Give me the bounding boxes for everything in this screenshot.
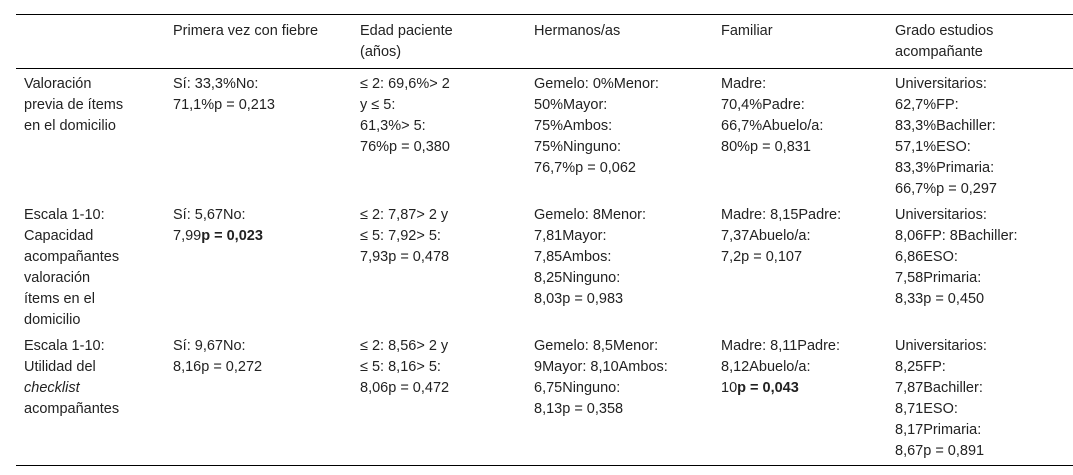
- header-empty: [16, 15, 165, 69]
- cell-grado-estudios: Universitarios: 62,7%FP: 83,3%Bachiller: 57,1%ESO: 83,3%Primaria: 66,7%p = 0,297: [895, 76, 997, 197]
- label-italic: checklist: [24, 380, 80, 396]
- row-label: Valoración previa de ítems en el domicilio: [24, 76, 124, 134]
- cell-grado-estudios: Universitarios: 8,25FP: 7,87Bachiller: 8,71ESO: 8,17Primaria: 8,67p = 0,891: [895, 338, 987, 459]
- label-text: acompañantes: [24, 401, 120, 417]
- cell-edad: ≤ 2: 8,56> 2 y ≤ 5: 8,16> 5: 8,06p = 0,472: [360, 338, 450, 396]
- table-row: [16, 203, 1073, 334]
- row-label: Escala 1-10: Capacidad acompañantes valoración ítems en el domicilio: [24, 207, 120, 328]
- cell-grado-estudios: Universitarios: 8,06FP: 8Bachiller: 6,86ESO: 7,58Primaria: 8,33p = 0,450: [895, 207, 1018, 307]
- header-edad: Edad paciente (años): [360, 23, 453, 60]
- cell-primera-vez: Sí: 33,3%No: 71,1%p = 0,213: [173, 76, 275, 113]
- header-hermanos: Hermanos/as: [534, 23, 621, 39]
- significant-p-value: p = 0,023: [201, 228, 263, 244]
- table-row: [16, 69, 1073, 204]
- cell-primera-vez: [165, 203, 352, 334]
- header-familiar: Familiar: [721, 23, 773, 39]
- cell-hermanos: Gemelo: 0%Menor: 50%Mayor: 75%Ambos: 75%Ninguno: 76,7%p = 0,062: [534, 76, 659, 176]
- header-primera-vez: Primera vez con fiebre: [173, 23, 319, 39]
- cell-text: Madre: 8,11Padre: 8,12Abuelo/a: 10: [721, 338, 841, 396]
- cell-text: Sí: 5,67No: 7,99: [173, 207, 246, 244]
- cell-familiar: [713, 334, 887, 466]
- significant-p-value: p = 0,043: [737, 380, 799, 396]
- label-text: Escala 1-10: Utilidad del: [24, 338, 105, 375]
- cell-familiar: Madre: 70,4%Padre: 66,7%Abuelo/a: 80%p = 0,831: [721, 76, 824, 155]
- cell-edad: ≤ 2: 7,87> 2 y ≤ 5: 7,92> 5: 7,93p = 0,478: [360, 207, 450, 265]
- cell-hermanos: Gemelo: 8Menor: 7,81Mayor: 7,85Ambos: 8,25Ninguno: 8,03p = 0,983: [534, 207, 647, 307]
- row-label: [16, 334, 165, 466]
- cell-hermanos: Gemelo: 8,5Menor: 9Mayor: 8,10Ambos: 6,75Ninguno: 8,13p = 0,358: [534, 338, 668, 417]
- cell-edad: ≤ 2: 69,6%> 2 y ≤ 5: 61,3%> 5: 76%p = 0,380: [360, 76, 450, 155]
- cell-familiar: Madre: 8,15Padre: 7,37Abuelo/a: 7,2p = 0,107: [721, 207, 842, 265]
- table-row: [16, 334, 1073, 466]
- results-table: [16, 14, 1073, 466]
- header-row: [16, 15, 1073, 69]
- header-grado-estudios: Grado estudios acompañante: [895, 23, 994, 60]
- cell-primera-vez: Sí: 9,67No: 8,16p = 0,272: [173, 338, 263, 375]
